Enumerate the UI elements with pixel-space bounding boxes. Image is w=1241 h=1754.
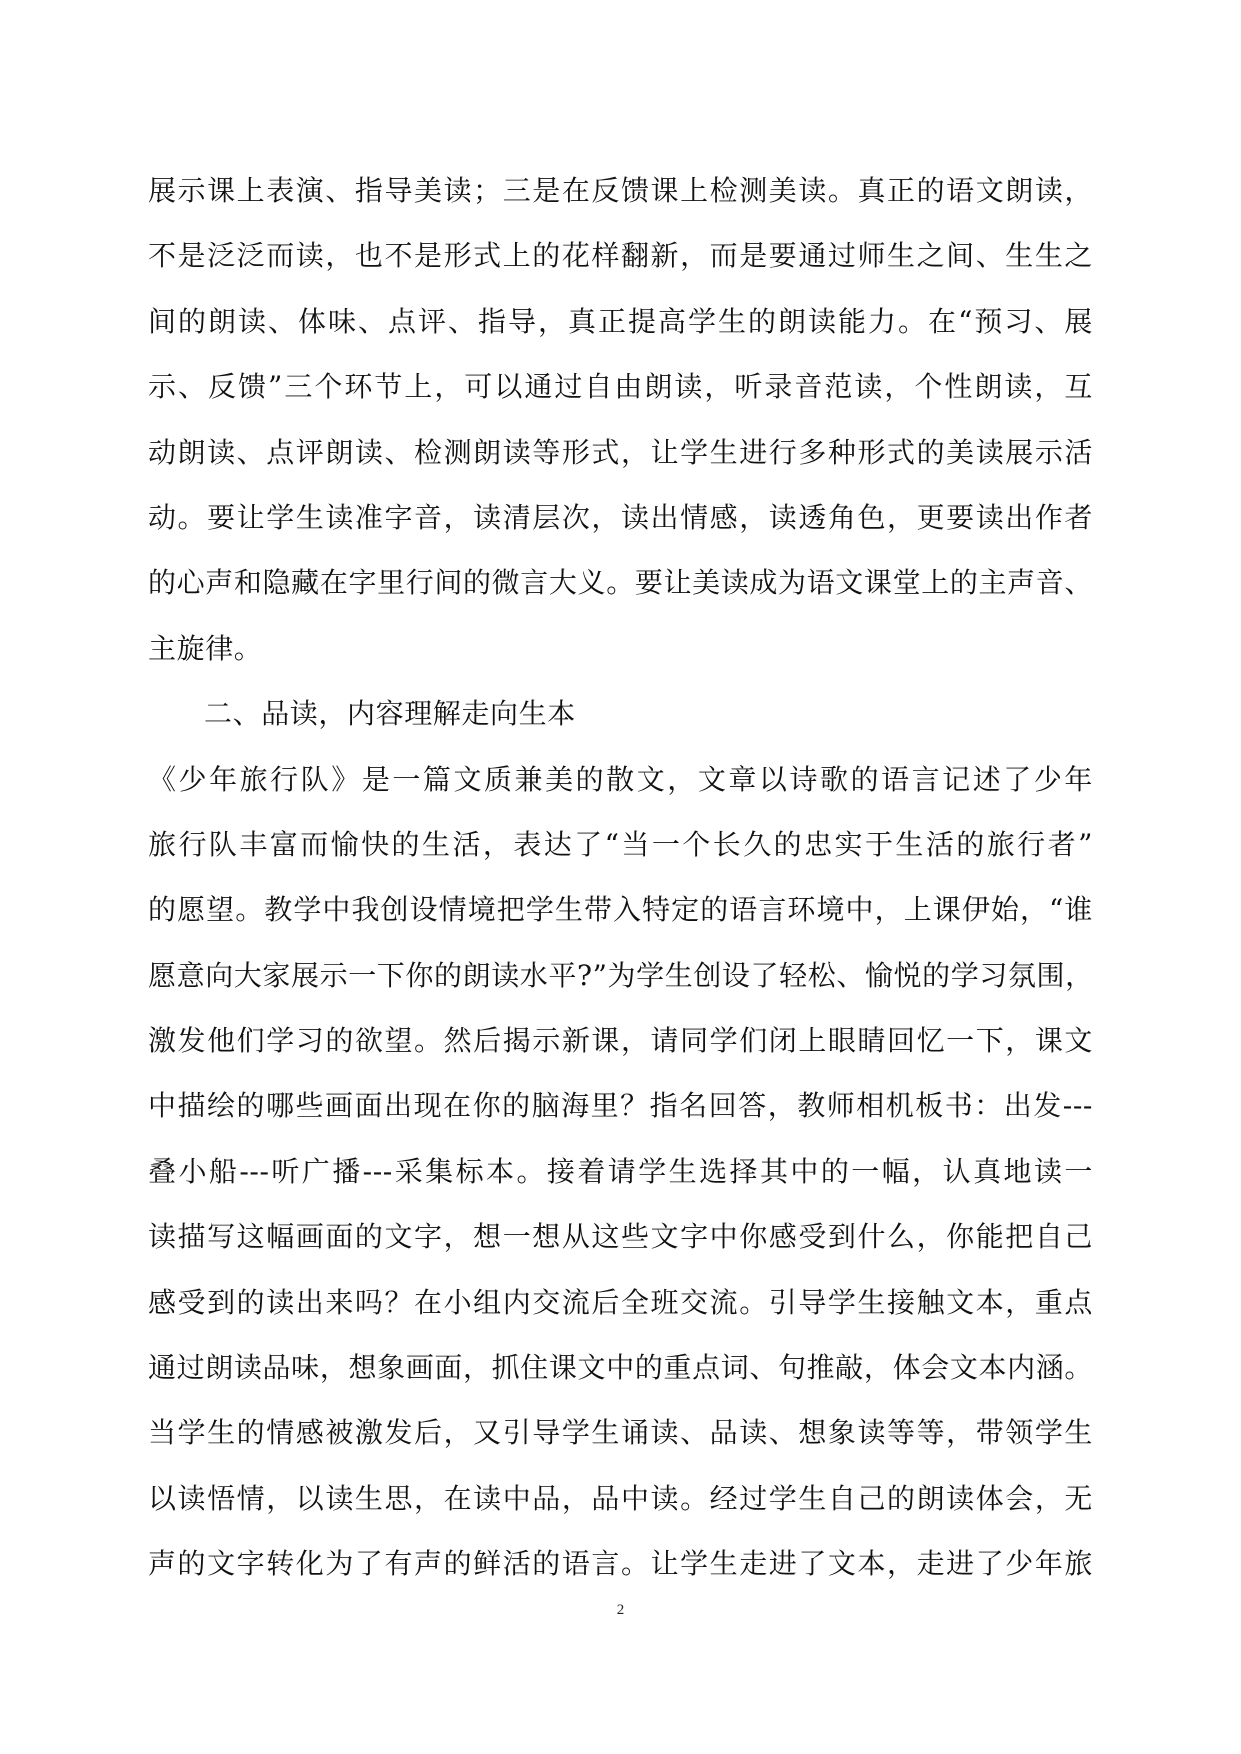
text-line: 示、反馈”三个环节上，可以通过自由朗读，听录音范读，个性朗读，互 bbox=[148, 370, 1093, 404]
page-number: 2 bbox=[616, 1602, 625, 1618]
text-line: 当学生的情感被激发后，又引导学生诵读、品读、想象读等等，带领学生 bbox=[148, 1416, 1093, 1450]
text-line: 不是泛泛而读，也不是形式上的花样翻新，而是要通过师生之间、生生之 bbox=[148, 239, 1093, 273]
text-line: 动朗读、点评朗读、检测朗读等形式，让学生进行多种形式的美读展示活 bbox=[148, 435, 1093, 469]
text-line: 读描写这幅画面的文字，想一想从这些文字中你感受到什么，你能把自己 bbox=[148, 1220, 1093, 1254]
text-line: 展示课上表演、指导美读；三是在反馈课上检测美读。真正的语文朗读， bbox=[148, 174, 1093, 207]
text-line: 感受到的读出来吗？在小组内交流后全班交流。引导学生接触文本，重点 bbox=[148, 1285, 1093, 1319]
text-line: 叠小船---听广播---采集标本。接着请学生选择其中的一幅，认真地读一 bbox=[148, 1154, 1093, 1188]
text-line: 通过朗读品味，想象画面，抓住课文中的重点词、句推敲，体会文本内涵。 bbox=[148, 1351, 1093, 1385]
text-line: 旅行队丰富而愉快的生活，表达了“当一个长久的忠实于生活的旅行者” bbox=[148, 827, 1093, 861]
section-heading: 二、品读，内容理解走向生本 bbox=[204, 697, 576, 731]
text-line: 激发他们学习的欲望。然后揭示新课，请同学们闭上眼睛回忆一下，课文 bbox=[148, 1024, 1093, 1058]
text-line: 声的文字转化为了有声的鲜活的语言。让学生走进了文本，走进了少年旅 bbox=[148, 1547, 1093, 1581]
text-line: 愿意向大家展示一下你的朗读水平?”为学生创设了轻松、愉悦的学习氛围， bbox=[148, 958, 1094, 992]
body-text bbox=[148, 158, 1093, 1597]
text-line: 间的朗读、体味、点评、指导，真正提高学生的朗读能力。在“预习、展 bbox=[148, 304, 1093, 338]
text-line: 主旋律。 bbox=[148, 631, 263, 665]
text-line: 动。要让学生读准字音，读清层次，读出情感，读透角色，更要读出作者 bbox=[148, 500, 1093, 534]
text-line: 的心声和隐藏在字里行间的微言大义。要让美读成为语文课堂上的主声音、 bbox=[148, 566, 1093, 600]
text-line: 的愿望。教学中我创设情境把学生带入特定的语言环境中，上课伊始，“谁 bbox=[148, 893, 1093, 927]
text-line: 以读悟情，以读生思，在读中品，品中读。经过学生自己的朗读体会，无 bbox=[148, 1481, 1093, 1515]
text-line: 中描绘的哪些画面出现在你的脑海里？指名回答，教师相机板书：出发--- bbox=[148, 1089, 1093, 1123]
text-line: 《少年旅行队》是一篇文质兼美的散文，文章以诗歌的语言记述了少年 bbox=[148, 762, 1093, 796]
